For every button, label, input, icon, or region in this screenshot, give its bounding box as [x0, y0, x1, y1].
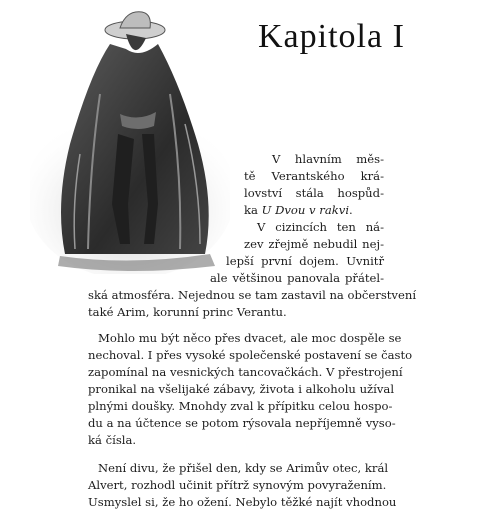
text-line: tě Verantského krá-: [244, 169, 384, 183]
chapter-title: Kapitola I: [258, 18, 405, 55]
text-line: V hlavním měs-: [272, 152, 384, 166]
inn-name: U Dvou v rakvi: [261, 203, 350, 217]
text-line: zapomínal na vesnických tancovačkách. V přestrojení: [88, 365, 403, 379]
text-line: lepší první dojem. Uvnitř: [226, 254, 384, 268]
text-fragment: ka: [244, 203, 262, 217]
text-line: plnými doušky. Mnohdy zval k přípitku celou hospo-: [88, 399, 393, 413]
text-line: du a na účtence se potom rýsovala nepříjemně vyso-: [88, 416, 396, 430]
text-line: ská atmosféra. Nejednou se tam zastavil na občerstvení: [88, 288, 417, 302]
text-line: [244, 202, 353, 219]
text-line: Není divu, že přišel den, kdy se Arimův otec, král: [98, 461, 389, 475]
text-line: Usmyslel si, že ho ožení. Nebylo těžké najít vhodnou: [88, 495, 397, 509]
text-line: také Arim, korunní princ Verantu.: [88, 305, 287, 319]
text-line: ale většinou panovala přátel-: [210, 271, 384, 285]
text-line: V cizincích ten ná-: [257, 220, 384, 234]
text-line: nechoval. I přes vysoké společenské postavení se často: [88, 348, 413, 362]
text-line: Mohlo mu být něco přes dvacet, ale moc dospěle se: [98, 331, 402, 345]
cloaked-figure-illustration: [30, 4, 230, 274]
text-line: zev zřejmě nebudil nej-: [244, 237, 384, 251]
text-line: Alvert, rozhodl učinit přítrž synovým povyražením.: [88, 478, 387, 492]
text-line: lovství stála hospůd-: [244, 186, 384, 200]
text-line: ká čísla.: [88, 433, 137, 447]
text-fragment: .: [349, 203, 353, 217]
text-line: pronikal na všelijaké zábavy, života i alkoholu užíval: [88, 382, 395, 396]
